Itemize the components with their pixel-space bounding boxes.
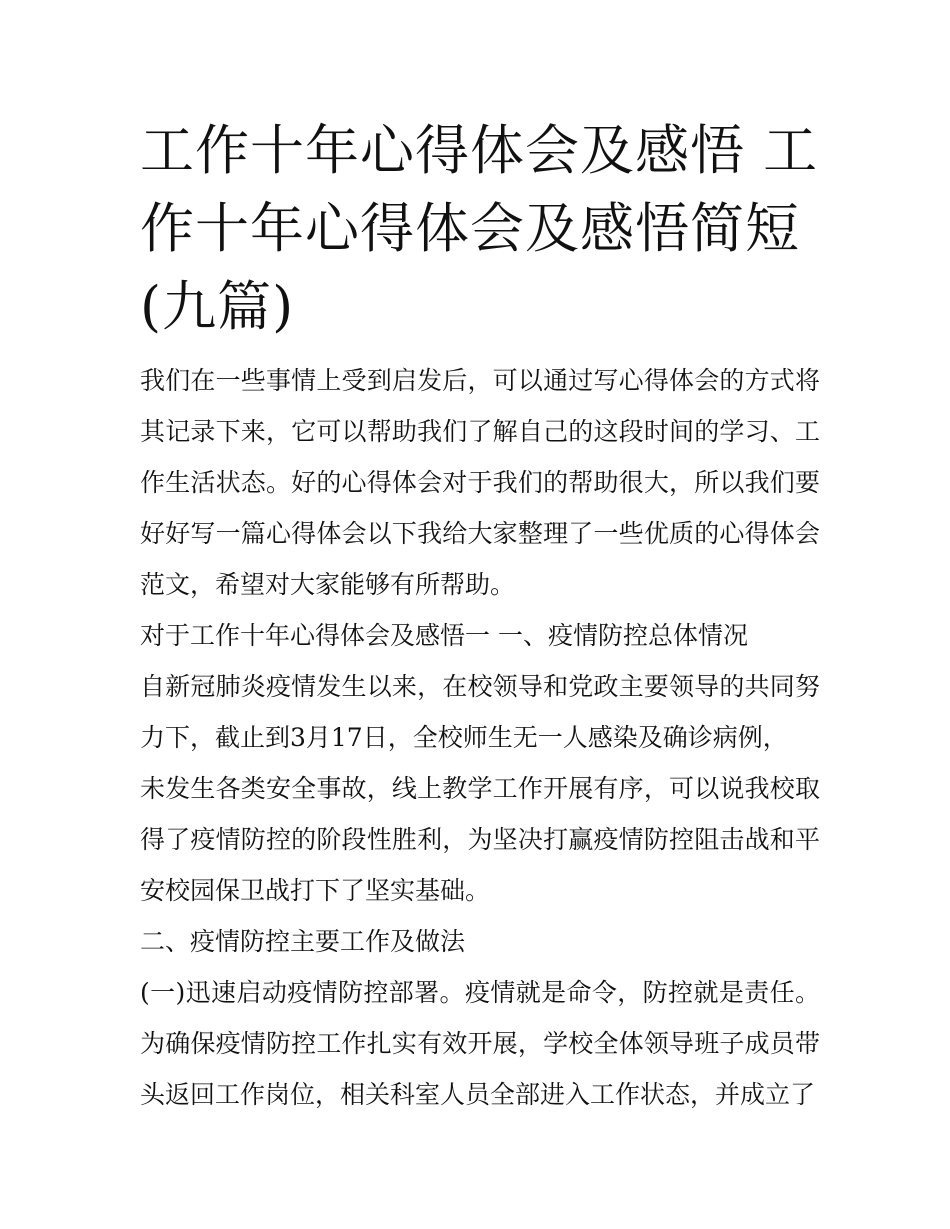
document-title: 工作十年心得体会及感悟 工作十年心得体会及感悟简短(九篇) bbox=[140, 119, 819, 338]
document-body bbox=[140, 355, 820, 1120]
intro-paragraph: 我们在一些事情上受到启发后，可以通过写心得体会的方式将其记录下来，它可以帮助我们了解自己的这段时间的学习、工作生活状态。好的心得体会对于我们的帮助很大，所以我们要好好写一篇心得体会以下我给大家整理了一些优质的心得体会范文，希望对大家能够有所帮助。 bbox=[140, 366, 820, 599]
section-heading-two: 二、疫情防控主要工作及做法 bbox=[140, 927, 466, 956]
body-paragraph: (一)迅速启动疫情防控部署。疫情就是命令，防控就是责任。为确保疫情防控工作扎实有效开展，学校全体领导班子成员带头返回工作岗位，相关科室人员全部进入工作状态，并成立了 bbox=[140, 978, 820, 1109]
section-heading-one: 对于工作十年心得体会及感悟一 一、疫情防控总体情况 bbox=[140, 621, 748, 650]
body-paragraph: 自新冠肺炎疫情发生以来，在校领导和党政主要领导的共同努力下，截止到3月17日，全校师生无一人感染及确诊病例， bbox=[140, 672, 820, 752]
body-paragraph: 未发生各类安全事故，线上教学工作开展有序，可以说我校取得了疫情防控的阶段性胜利，为坚决打赢疫情防控阻击战和平安校园保卫战打下了坚实基础。 bbox=[140, 774, 820, 905]
